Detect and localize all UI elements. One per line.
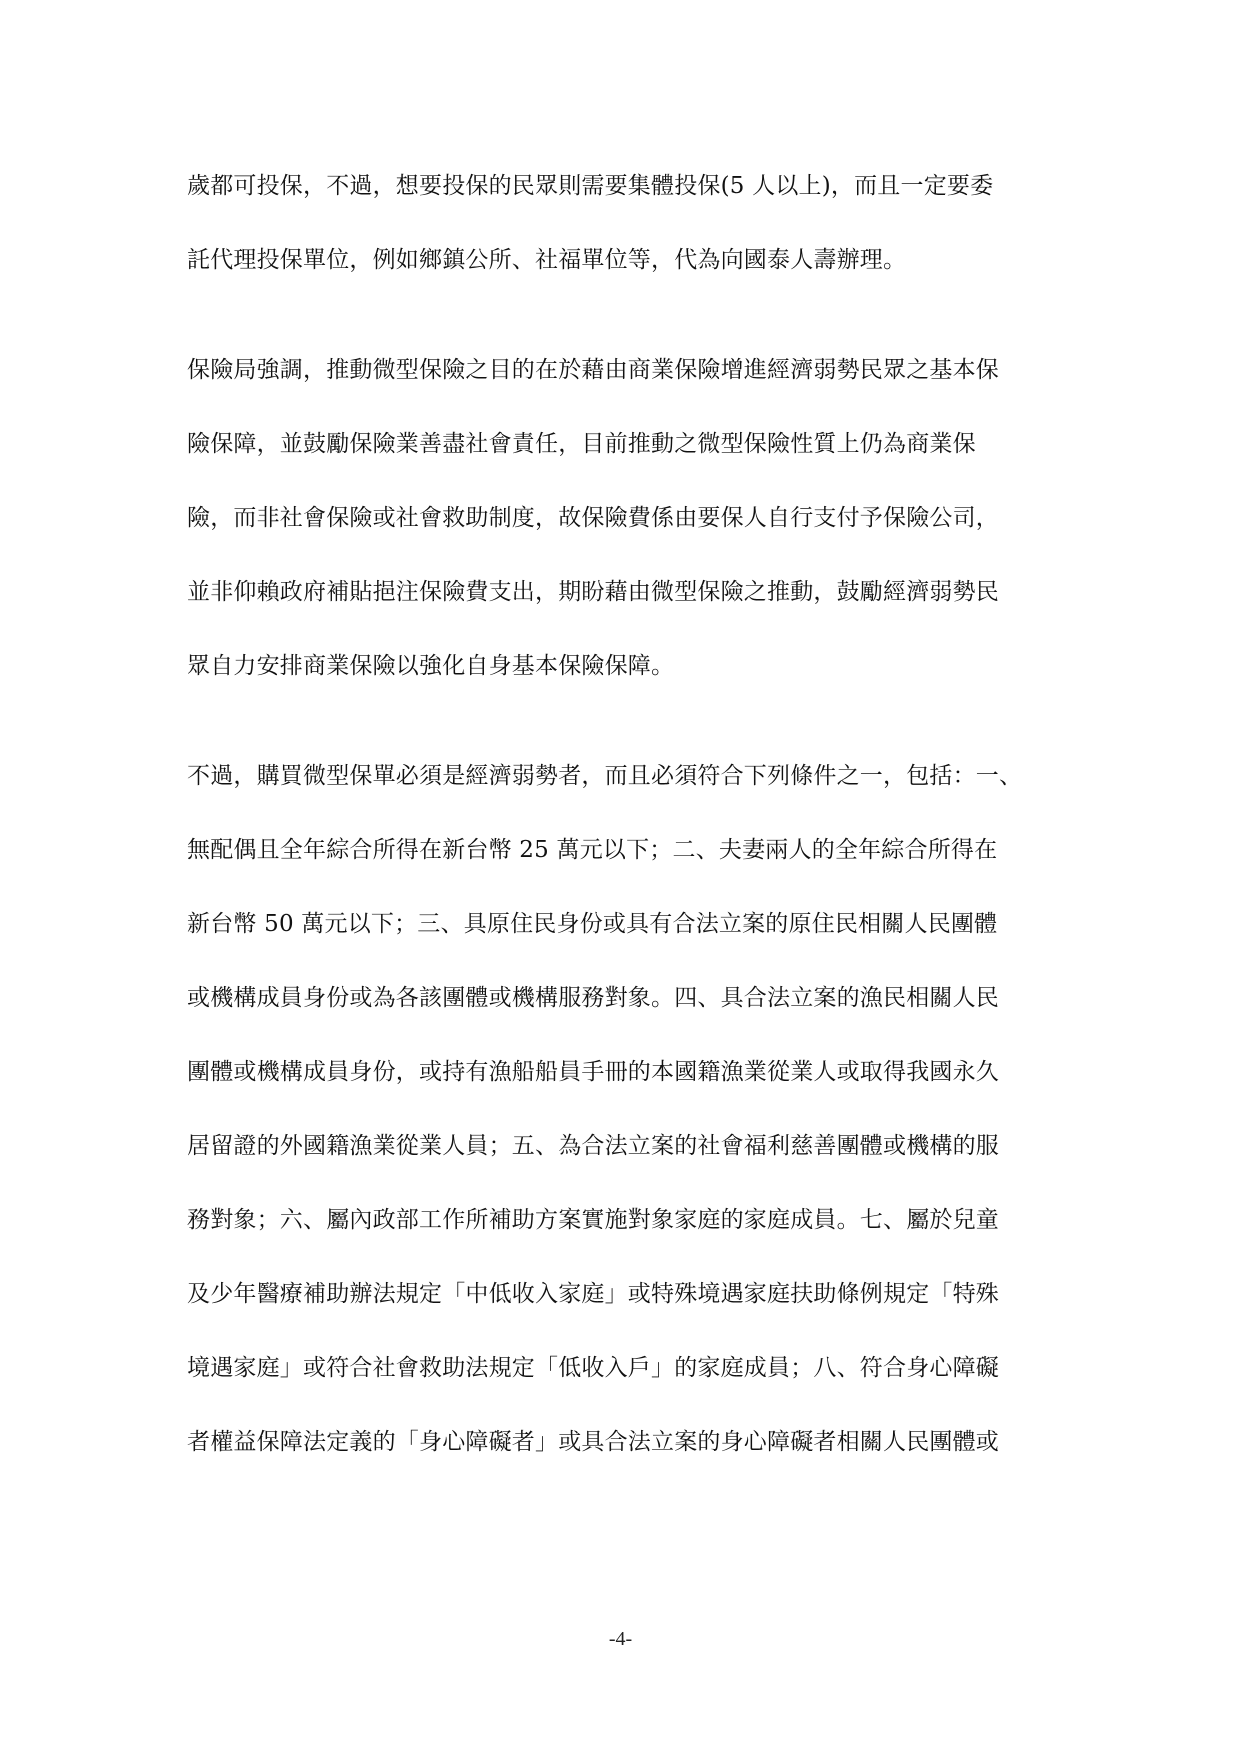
- body-text: [187, 168, 1057, 1461]
- text-line: 務對象；六、屬內政部工作所補助方案實施對象家庭的家庭成員。七、屬於兒童: [187, 1207, 999, 1233]
- text-line: 團體或機構成員身份，或持有漁船船員手冊的本國籍漁業從業人或取得我國永久: [187, 1059, 999, 1085]
- text-line: 並非仰賴政府補貼挹注保險費支出，期盼藉由微型保險之推動，鼓勵經濟弱勢民: [187, 579, 999, 605]
- paragraph-3: [187, 758, 1057, 1461]
- text-line: 保險局強調，推動微型保險之目的在於藉由商業保險增進經濟弱勢民眾之基本保: [187, 357, 999, 383]
- text-line: 或機構成員身份或為各該團體或機構服務對象。四、具合法立案的漁民相關人民: [187, 985, 999, 1011]
- text-line: 無配偶且全年綜合所得在新台幣 25 萬元以下；二、夫妻兩人的全年綜合所得在: [187, 837, 998, 863]
- text-line: 歲都可投保，不過，想要投保的民眾則需要集體投保(5 人以上)，而且一定要委: [187, 173, 994, 199]
- text-line: 託代理投保單位，例如鄉鎮公所、社福單位等，代為向國泰人壽辦理。: [187, 247, 907, 273]
- text-line: 險，而非社會保險或社會救助制度，故保險費係由要保人自行支付予保險公司，: [187, 505, 999, 531]
- text-line: 及少年醫療補助辦法規定「中低收入家庭」或特殊境遇家庭扶助條例規定「特殊: [187, 1281, 999, 1307]
- text-line: 居留證的外國籍漁業從業人員；五、為合法立案的社會福利慈善團體或機構的服: [187, 1133, 999, 1159]
- paragraph-1: [187, 168, 1057, 279]
- paragraph-2: [187, 352, 1057, 685]
- text-line: 不過，購買微型保單必須是經濟弱勢者，而且必須符合下列條件之一，包括：一、: [187, 763, 1023, 789]
- text-line: 險保障，並鼓勵保險業善盡社會責任，目前推動之微型保險性質上仍為商業保: [187, 431, 976, 457]
- text-line: 者權益保障法定義的「身心障礙者」或具合法立案的身心障礙者相關人民團體或: [187, 1429, 999, 1455]
- text-line: 新台幣 50 萬元以下；三、具原住民身份或具有合法立案的原住民相關人民團體: [187, 911, 998, 937]
- text-line: 境遇家庭」或符合社會救助法規定「低收入戶」的家庭成員；八、符合身心障礙: [187, 1355, 999, 1381]
- text-line: 眾自力安排商業保險以強化自身基本保險保障。: [187, 653, 675, 679]
- page-number: -4-: [608, 1628, 633, 1650]
